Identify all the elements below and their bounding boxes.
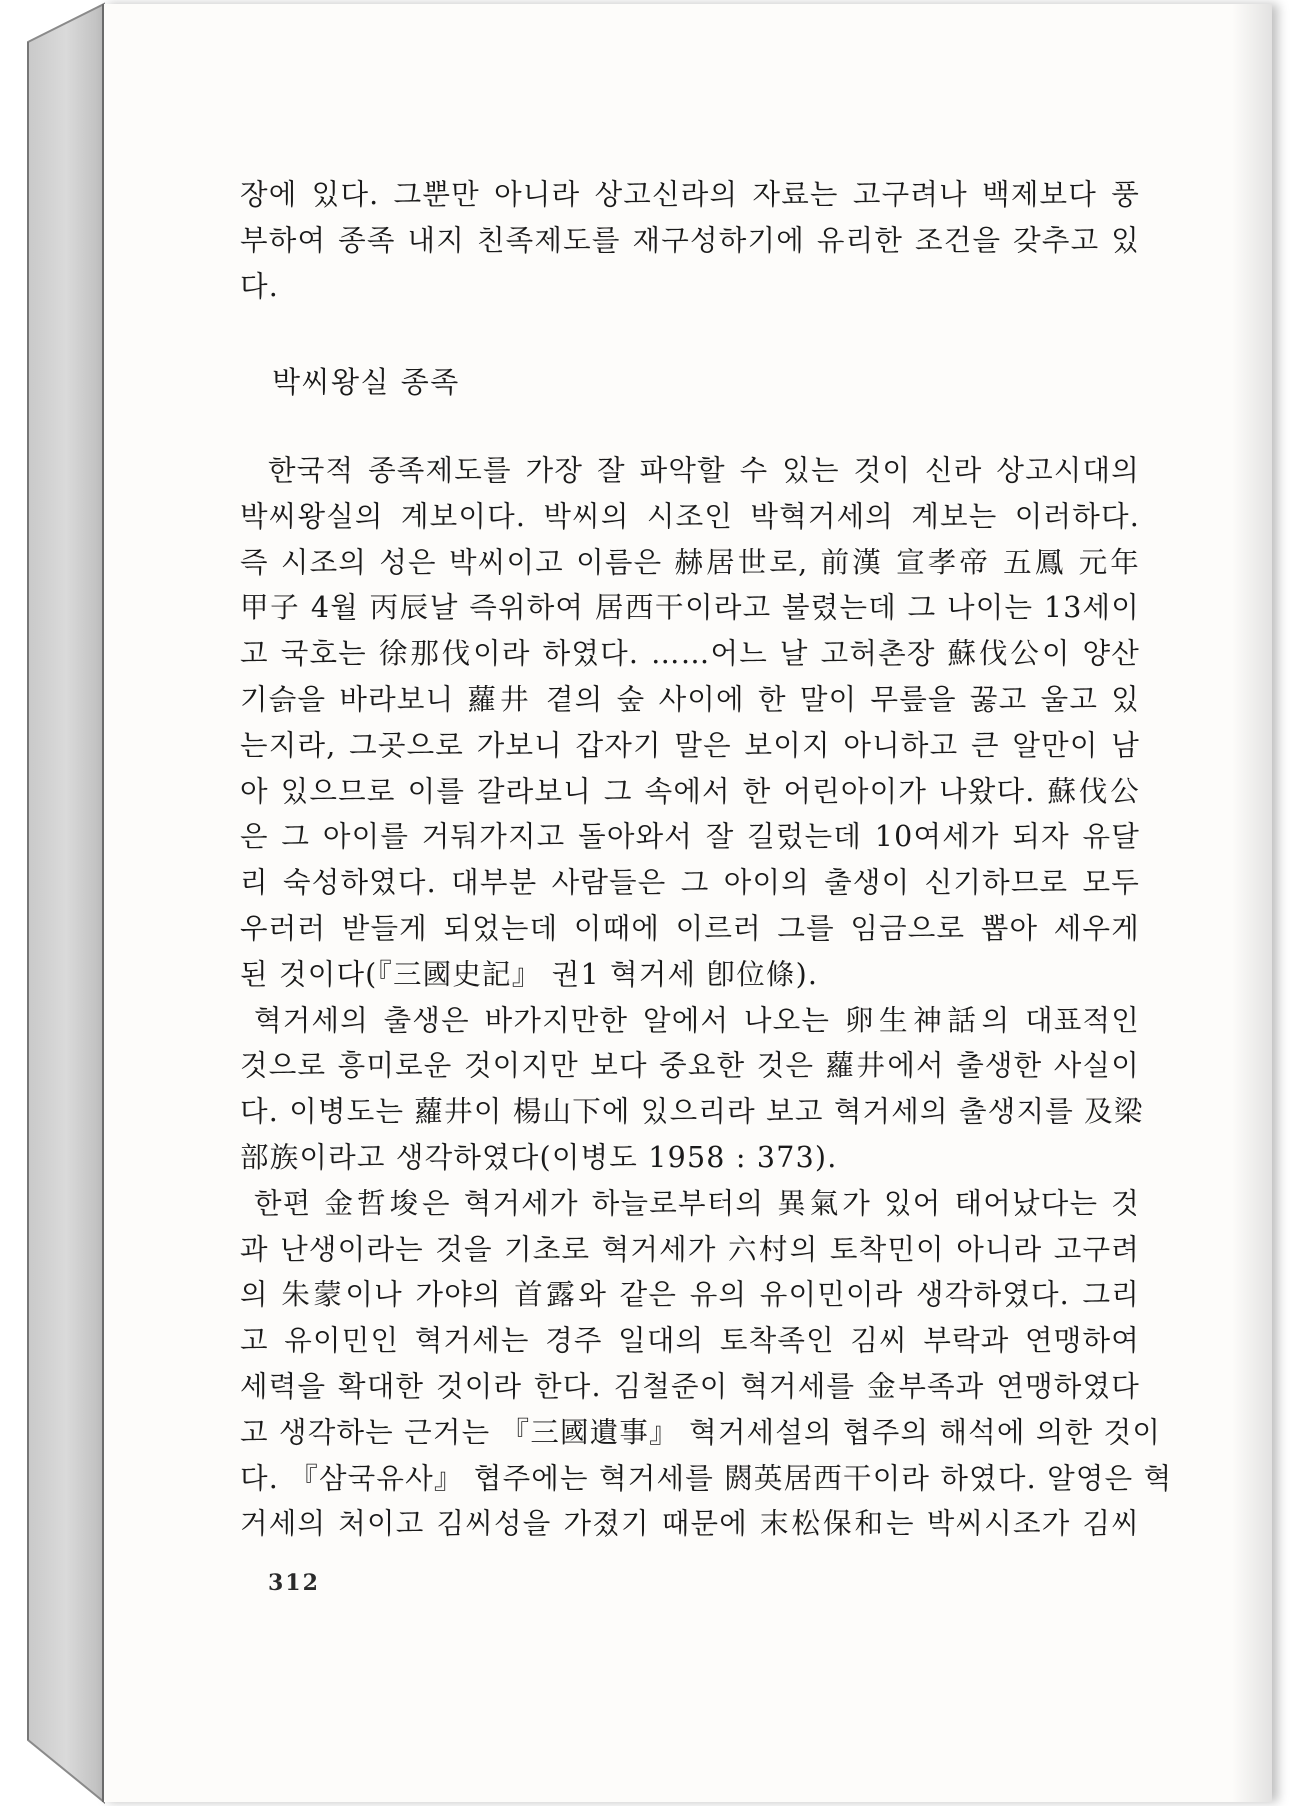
text-line: 한편 金哲埈은 혁거세가 하늘로부터의 異氣가 있어 태어났다는 것 (254, 1186, 1140, 1220)
text-line: 의 朱蒙이나 가야의 首露와 같은 유의 유이민이라 생각하였다. 그리 (240, 1278, 1140, 1312)
text-line: 리 숙성하였다. 대부분 사람들은 그 아이의 출생이 신기하므로 모두 (240, 866, 1140, 900)
text-line: 기슭을 바라보니 蘿井 곁의 숲 사이에 한 말이 무릎을 꿇고 울고 있 (240, 682, 1140, 716)
text-line: 것으로 흥미로운 것이지만 보다 중요한 것은 蘿井에서 출생한 사실이 (240, 1049, 1140, 1083)
text-line: 한국적 종족제도를 가장 잘 파악할 수 있는 것이 신라 상고시대의 (268, 454, 1140, 487)
section-heading: 박씨왕실 종족 (272, 365, 460, 399)
text-line: 거세의 처이고 김씨성을 가졌기 때문에 末松保和는 박씨시조가 김씨 (240, 1507, 1140, 1541)
text-line: 된 것이다(『三國史記』 권1 혁거세 卽位條). (240, 957, 819, 991)
top-paragraph (240, 172, 1140, 309)
text-line: 다. (240, 269, 279, 303)
text-line: 는지라, 그곳으로 가보니 갑자기 말은 보이지 아니하고 큰 알만이 남 (240, 728, 1140, 762)
text-line: 혁거세의 출생은 바가지만한 알에서 나오는 卵生神話의 대표적인 (254, 1003, 1140, 1037)
text-line: 다. 『삼국유사』 협주에는 혁거세를 閼英居西干이라 하였다. 알영은 혁 (240, 1461, 1173, 1495)
main-text (240, 448, 1173, 1547)
text-line: 은 그 아이를 거둬가지고 돌아와서 잘 길렀는데 10여세가 되자 유달 (240, 820, 1140, 854)
page-right-shadow (1232, 4, 1272, 1802)
text-line: 부하여 종족 내지 친족제도를 재구성하기에 유리한 조건을 갖추고 있 (240, 223, 1140, 257)
text-line: 고 국호는 徐那伐이라 하였다. ……어느 날 고허촌장 蘇伐公이 양산 (240, 637, 1140, 671)
text-line: 甲子 4월 丙辰날 즉위하여 居西干이라고 불렸는데 그 나이는 13세이 (240, 591, 1140, 625)
text-line: 우러러 받들게 되었는데 이때에 이르러 그를 임금으로 뽑아 세우게 (240, 911, 1140, 945)
text-line: 즉 시조의 성은 박씨이고 이름은 赫居世로, 前漢 宣孝帝 五鳳 元年 (240, 545, 1140, 579)
text-line: 과 난생이라는 것을 기초로 혁거세가 六村의 토착민이 아니라 고구려 (240, 1232, 1140, 1266)
text-line: 部族이라고 생각하였다(이병도 1958 : 373). (240, 1140, 838, 1174)
page-number: 312 (268, 1570, 320, 1596)
text-line: 장에 있다. 그뿐만 아니라 상고신라의 자료는 고구려나 백제보다 풍 (240, 178, 1140, 211)
text-line: 박씨왕실의 계보이다. 박씨의 시조인 박혁거세의 계보는 이러하다. (240, 499, 1140, 533)
text-line: 다. 이병도는 蘿井이 楊山下에 있으리라 보고 혁거세의 출생지를 及梁 (240, 1095, 1144, 1129)
text-line: 고 생각하는 근거는 『三國遺事』 혁거세설의 협주의 해석에 의한 것이 (240, 1415, 1162, 1449)
text-line: 세력을 확대한 것이라 한다. 김철준이 혁거세를 金부족과 연맹하였다 (240, 1369, 1140, 1403)
text-line: 고 유이민인 혁거세는 경주 일대의 토착족인 김씨 부락과 연맹하여 (240, 1324, 1140, 1358)
text-line: 아 있으므로 이를 갈라보니 그 속에서 한 어린아이가 나왔다. 蘇伐公 (240, 774, 1140, 808)
